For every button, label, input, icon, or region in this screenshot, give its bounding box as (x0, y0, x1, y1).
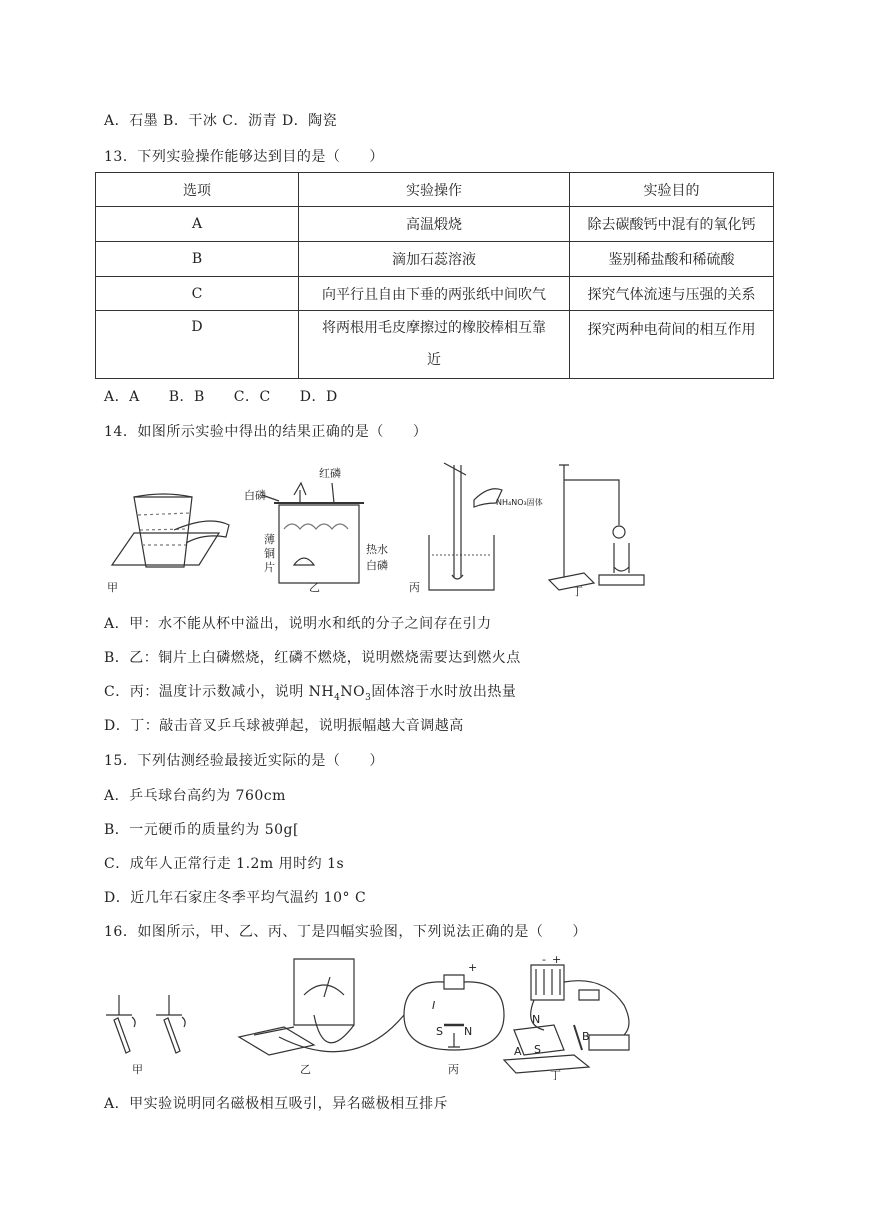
row-operation: 向平行且自由下垂的两张纸中间吹气 (299, 277, 570, 311)
row-purpose: 鉴别稀盐酸和稀硫酸 (570, 242, 774, 277)
thermometer-shape (454, 465, 461, 577)
table-header-row (96, 173, 774, 207)
row-operation: 滴加石蕊溶液 (299, 242, 570, 277)
rheostat-shape (589, 1035, 629, 1050)
fig14-white-p2: 白磷 (366, 559, 388, 572)
q15-option-d: D．近几年石家庄冬季平均气温约 10° C (104, 890, 367, 906)
fig16-current-label: I (432, 999, 436, 1012)
fig16-plus-2: + (552, 955, 562, 966)
fig16-label-bing: 丙 (448, 1063, 459, 1076)
fig16-label-ding: 丁 (550, 1069, 561, 1080)
q15-option-a: A．乒乓球台高约为 760cm (104, 788, 286, 804)
fig16-n-label: N (464, 1025, 473, 1038)
fig14-white-p: 白磷 (244, 489, 266, 502)
fig16-s-label: S (436, 1025, 443, 1038)
switch-shape (579, 990, 599, 1000)
paper-sheet-shape (112, 533, 219, 565)
tuning-fork-shape (614, 543, 629, 573)
fig16-minus: - (542, 955, 546, 966)
hand-shape (174, 521, 229, 543)
fig16-b-label: B (582, 1030, 590, 1043)
q15-option-c: C．成年人正常行走 1.2m 用时约 1s (104, 856, 345, 872)
bar-magnet-2-shape (164, 1018, 180, 1053)
q13-table (95, 172, 774, 379)
beaker-shape (279, 505, 359, 583)
q15-stem: 15．下列估测经验最接近实际的是（ ） (104, 753, 384, 769)
fig14-thin: 薄 (264, 533, 275, 546)
q14-option-c-sub1: 4 (334, 692, 341, 703)
row-purpose: 除去碳酸钙中混有的氧化钙 (570, 207, 774, 242)
row-operation: 高温煅烧 (299, 207, 570, 242)
header-option: 选项 (96, 173, 299, 207)
q14-option-a: A．甲：水不能从杯中溢出，说明水和纸的分子之间存在引力 (104, 616, 492, 632)
table-row (96, 207, 774, 242)
table-row (96, 242, 774, 277)
cup-shape (134, 497, 192, 567)
fig16-plus: + (468, 961, 478, 974)
q14-option-c-mid: NO (340, 684, 366, 700)
row-operation-line2: 近 (427, 352, 441, 368)
fig16-n2-label: N (532, 1013, 541, 1026)
fig14-solid: NH₄NO₃固体 (496, 498, 543, 507)
q14-option-c-head: C．丙：温度计示数减小，说明 NH (104, 684, 335, 700)
fig16-label-jia: 甲 (132, 1063, 143, 1076)
fig14-red-p: 红磷 (319, 467, 341, 480)
q16-option-a: A．甲实验说明同名磁极相互吸引，异名磁极相互排斥 (104, 1096, 449, 1112)
fig14-piece: 片 (264, 561, 275, 574)
q13-stem: 13．下列实验操作能够达到目的是（ ） (104, 149, 384, 165)
row-option: A (96, 207, 299, 242)
ping-pong-ball-shape (613, 526, 625, 538)
header-purpose: 实验目的 (570, 173, 774, 207)
fig14-label-bing: 丙 (409, 581, 420, 594)
fig14-label-ding: 丁 (572, 585, 583, 597)
fig14-copper: 铜 (264, 547, 275, 560)
stand-pole-shape (559, 465, 569, 577)
row-option: D (96, 311, 299, 379)
battery-shape (444, 975, 464, 989)
fig16-a-label: A (514, 1045, 522, 1058)
fig16-label-yi: 乙 (300, 1063, 311, 1076)
row-operation-line1: 将两根用毛皮摩擦过的橡胶棒相互靠 (322, 320, 546, 336)
row-option: B (96, 242, 299, 277)
q14-option-b: B．乙：铜片上白磷燃烧，红磷不燃烧，说明燃烧需要达到燃火点 (104, 650, 521, 666)
magnet-block-shape (239, 1027, 314, 1055)
q14-option-c-sub2: 3 (365, 692, 372, 703)
q13-answers: A．A B．B C．C D．D (104, 389, 338, 405)
row-purpose: 探究气体流速与压强的关系 (570, 277, 774, 311)
q16-stem: 16．如图所示，甲、乙、丙、丁是四幅实验图，下列说法正确的是（ ） (104, 924, 587, 940)
q14-option-c-tail: 固体溶于水时放出热量 (371, 684, 517, 700)
q14-option-c (104, 681, 516, 703)
fig14-hot-water: 热水 (366, 543, 388, 556)
q14-option-d: D．丁：敲击音叉乒乓球被弹起，说明振幅越大音调越高 (104, 718, 464, 734)
row-operation (299, 311, 570, 379)
row-purpose: 探究两种电荷间的相互作用 (570, 311, 774, 379)
q16-figure (104, 955, 639, 1080)
table-row (96, 311, 774, 379)
bar-magnet-1-shape (114, 1018, 130, 1053)
row-option: C (96, 277, 299, 311)
q12-options: A．石墨 B．干冰 C．沥青 D．陶瓷 (104, 113, 338, 129)
header-operation: 实验操作 (299, 173, 570, 207)
table-row (96, 277, 774, 311)
q15-option-b: B．一元硬币的质量约为 50g[ (104, 822, 299, 838)
fig14-label-jia: 甲 (107, 581, 118, 594)
fig16-s2-label: S (534, 1043, 541, 1056)
q14-figure (104, 455, 649, 597)
white-p-underwater (294, 558, 314, 565)
q14-stem: 14．如图所示实验中得出的结果正确的是（ ） (104, 424, 428, 440)
galvanometer-shape (294, 959, 354, 1025)
flame-shape (294, 483, 306, 503)
fig14-label-yi: 乙 (309, 581, 320, 594)
